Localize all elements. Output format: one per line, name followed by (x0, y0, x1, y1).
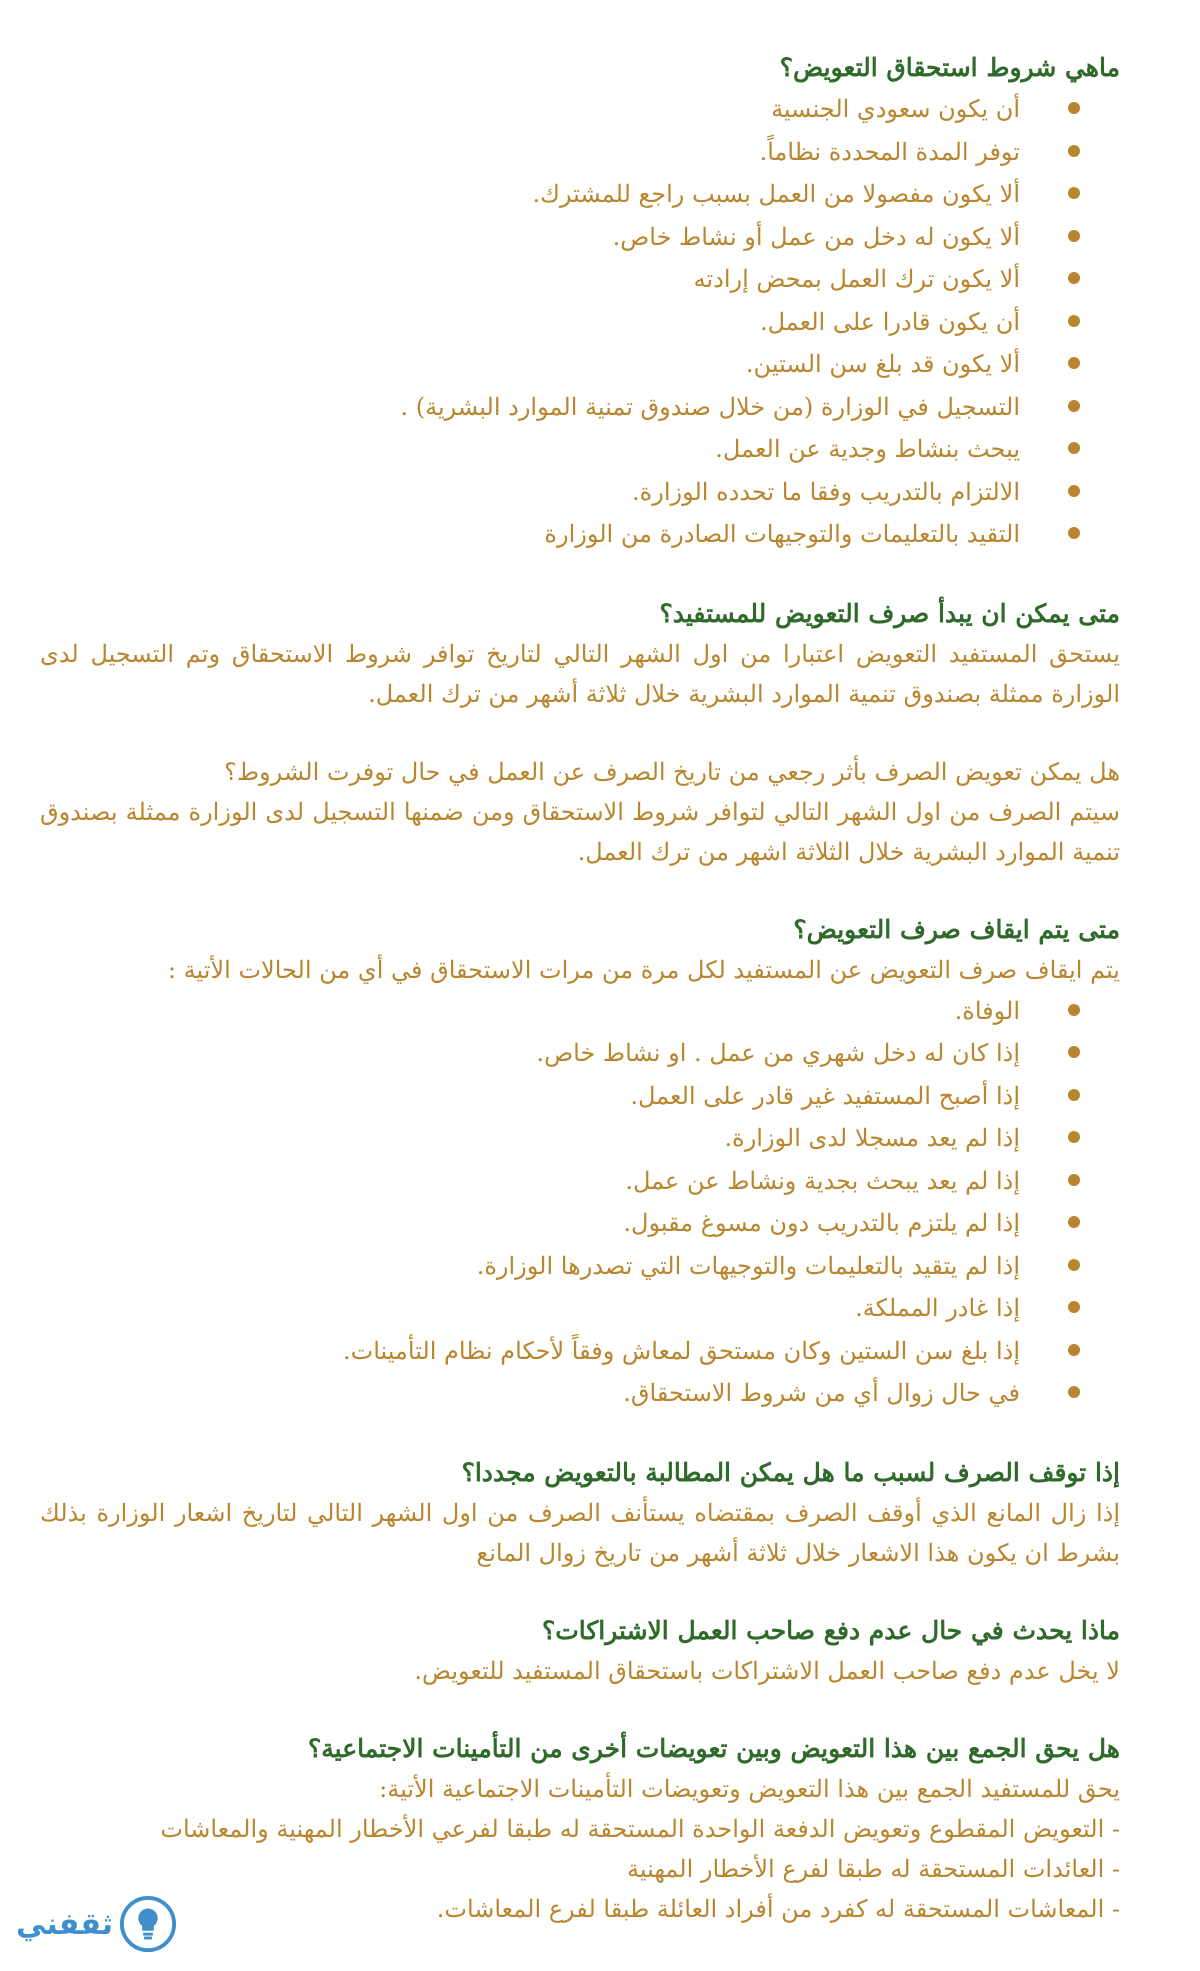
section-heading: متى يتم ايقاف صرف التعويض؟ (793, 914, 1120, 944)
bullet-icon (1068, 145, 1080, 157)
bullet-icon (1068, 315, 1080, 327)
list-item: الالتزام بالتدريب وفقا ما تحدده الوزارة. (40, 471, 1020, 514)
section-heading: هل يحق الجمع بين هذا التعويض وبين تعويضات أخرى من التأمينات الاجتماعية؟ (308, 1733, 1120, 1763)
logo-text: ثقفني (16, 1906, 114, 1942)
bullet-icon (1068, 1174, 1080, 1186)
section-body: سيتم الصرف من اول الشهر التالي لتوافر شروط الاستحقاق ومن ضمنها التسجيل لدى الوزارة ممثلة بصندوق تنمية الموارد البشرية خلال الثلاثة اشهر من ترك العمل. (40, 797, 1120, 866)
section-question: هل يمكن تعويض الصرف بأثر رجعي من تاريخ الصرف عن العمل في حال توفرت الشروط؟ (224, 757, 1120, 786)
list-item: أن يكون قادرا على العمل. (40, 301, 1020, 344)
section-heading: ماذا يحدث في حال عدم دفع صاحب العمل الاشتراكات؟ (541, 1615, 1120, 1645)
section-body: يحق للمستفيد الجمع بين هذا التعويض وتعويضات التأمينات الاجتماعية الأتية: (379, 1774, 1120, 1803)
bullet-icon (1068, 1259, 1080, 1271)
list-item: إذا أصبح المستفيد غير قادر على العمل. (40, 1075, 1020, 1118)
list-item: إذا لم يتقيد بالتعليمات والتوجيهات التي تصدرها الوزارة. (40, 1245, 1020, 1288)
section-combine-benefits (40, 1729, 1120, 1929)
list-item: أن يكون سعودي الجنسية (40, 88, 1020, 131)
section-eligibility (40, 48, 1120, 556)
lightbulb-icon (119, 1895, 177, 1953)
bullet-icon (1068, 1131, 1080, 1143)
section-stop-payment (40, 910, 1120, 1415)
section-body: يتم ايقاف صرف التعويض عن المستفيد لكل مرة من مرات الاستحقاق في أي من الحالات الأتية : (167, 955, 1120, 984)
list-item: إذا لم يعد مسجلا لدى الوزارة. (40, 1117, 1020, 1160)
bullet-icon (1068, 1301, 1080, 1313)
bullet-icon (1068, 442, 1080, 454)
bullet-icon (1068, 400, 1080, 412)
section-heading: متى يمكن ان يبدأ صرف التعويض للمستفيد؟ (659, 598, 1120, 628)
section-body: إذا زال المانع الذي أوقف الصرف بمقتضاه يستأنف الصرف من اول الشهر التالي لتاريخ اشعار الوزارة بذلك بشرط ان يكون هذا الاشعار خلال ثلاثة أشهر من تاريخ زوال المانع (40, 1498, 1120, 1567)
list-item: ألا يكون له دخل من عمل أو نشاط خاص. (40, 216, 1020, 259)
dash-item: - العائدات المستحقة له طبقا لفرع الأخطار المهنية (627, 1854, 1120, 1883)
dash-item: - المعاشات المستحقة له كفرد من أفراد العائلة طبقا لفرع المعاشات. (436, 1894, 1120, 1923)
bullet-icon (1068, 527, 1080, 539)
section-body: يستحق المستفيد التعويض اعتبارا من اول الشهر التالي لتاريخ توافر شروط الاستحقاق وتم التسجيل لدى الوزارة ممثلة بصندوق تنمية الموارد البشرية خلال ثلاثة أشهر من ترك العمل. (40, 639, 1120, 708)
list-item: توفر المدة المحددة نظاماً. (40, 131, 1020, 174)
list-item: إذا غادر المملكة. (40, 1287, 1020, 1330)
list-item: ألا يكون ترك العمل بمحض إرادته (40, 258, 1020, 301)
list-item: في حال زوال أي من شروط الاستحقاق. (40, 1372, 1020, 1415)
bullet-list (40, 990, 1120, 1415)
list-item: الوفاة. (40, 990, 1020, 1033)
bullet-icon (1068, 1344, 1080, 1356)
bullet-icon (1068, 187, 1080, 199)
bullet-icon (1068, 1089, 1080, 1101)
bullet-icon (1068, 357, 1080, 369)
section-retroactive (40, 752, 1120, 872)
section-heading: إذا توقف الصرف لسبب ما هل يمكن المطالبة بالتعويض مجددا؟ (461, 1457, 1120, 1487)
section-body: لا يخل عدم دفع صاحب العمل الاشتراكات باستحقاق المستفيد للتعويض. (414, 1656, 1120, 1685)
list-item: يبحث بنشاط وجدية عن العمل. (40, 428, 1020, 471)
list-item: إذا لم يلتزم بالتدريب دون مسوغ مقبول. (40, 1202, 1020, 1245)
bullet-list (40, 88, 1120, 556)
list-item: إذا بلغ سن الستين وكان مستحق لمعاش وفقاً لأحكام نظام التأمينات. (40, 1330, 1020, 1373)
list-item: إذا لم يعد يبحث بجدية ونشاط عن عمل. (40, 1160, 1020, 1203)
bullet-icon (1068, 1386, 1080, 1398)
bullet-icon (1068, 272, 1080, 284)
list-item: إذا كان له دخل شهري من عمل . او نشاط خاص. (40, 1032, 1020, 1075)
list-item: التقيد بالتعليمات والتوجيهات الصادرة من الوزارة (40, 513, 1020, 556)
list-item: ألا يكون قد بلغ سن الستين. (40, 343, 1020, 386)
bullet-icon (1068, 230, 1080, 242)
list-item: ألا يكون مفصولا من العمل بسبب راجع للمشترك. (40, 173, 1020, 216)
bullet-icon (1068, 485, 1080, 497)
section-employer-contributions (40, 1611, 1120, 1691)
bullet-icon (1068, 1046, 1080, 1058)
list-item: التسجيل في الوزارة (من خلال صندوق تمنية الموارد البشرية) . (40, 386, 1020, 429)
site-logo (16, 1895, 177, 1953)
section-resume-payment (40, 1453, 1120, 1573)
section-heading: ماهي شروط استحقاق التعويض؟ (779, 53, 1120, 82)
bullet-icon (1068, 1216, 1080, 1228)
bullet-icon (1068, 102, 1080, 114)
section-start-payment (40, 594, 1120, 714)
dash-item: - التعويض المقطوع وتعويض الدفعة الواحدة المستحقة له طبقا لفرعي الأخطار المهنية والمعاشات (160, 1814, 1120, 1843)
bullet-icon (1068, 1004, 1080, 1016)
